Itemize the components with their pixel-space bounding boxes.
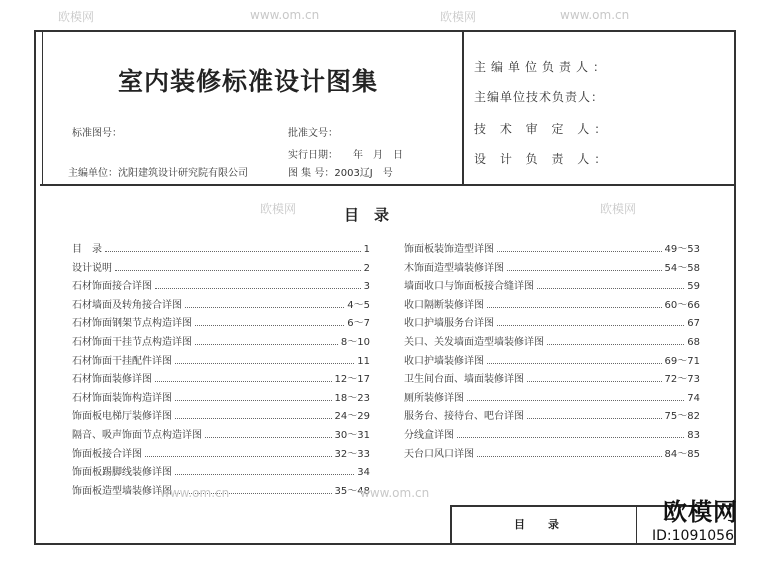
approval-number-label: 批准文号： <box>288 128 338 139</box>
toc-leader-dots <box>477 456 662 457</box>
toc-entry-label: 收口护墙装修详图 <box>404 355 484 367</box>
toc-entry-page: 24～29 <box>334 411 370 423</box>
toc-leader-dots <box>115 270 361 271</box>
watermark-text: www.om.cn <box>160 486 230 500</box>
toc-entry-label: 石材饰面干挂配件详图 <box>72 355 172 367</box>
watermark-text: www.om.cn <box>360 486 430 500</box>
toc-entry <box>72 314 370 329</box>
toc-entry-label: 收口护墙服务台详图 <box>404 318 494 330</box>
toc-leader-dots <box>527 418 662 419</box>
toc-entry-page: 12～17 <box>334 374 370 386</box>
toc-entry <box>72 333 370 348</box>
toc-entry-label: 隔音、吸声饰面节点构造详图 <box>72 430 202 441</box>
toc-entry-page: 74 <box>687 392 700 404</box>
toc-entry-page: 18～23 <box>334 392 370 404</box>
toc-leader-dots <box>175 363 354 364</box>
toc-leader-dots <box>497 325 684 326</box>
atlas-number-label: 图 集 号：2003辽J 号 <box>288 168 393 179</box>
toc-entry-page: 69～71 <box>664 355 700 367</box>
toc-entry <box>72 463 370 478</box>
toc-entry-label: 石材墙面及转角接合详图 <box>72 299 182 311</box>
toc-entry-page: 11 <box>357 355 370 367</box>
toc-entry-label: 饰面板造型墙装修详图 <box>72 485 172 497</box>
toc-entry-label: 石材饰面钢架节点构造详图 <box>72 318 192 330</box>
toc-leader-dots <box>175 418 332 419</box>
toc-entry-page: 2 <box>363 262 370 274</box>
toc-leader-dots <box>527 381 662 382</box>
toc-entry-page: 75～82 <box>664 411 700 423</box>
toc-leader-dots <box>497 251 662 252</box>
toc-entry <box>72 277 370 292</box>
toc-entry <box>72 445 370 460</box>
toc-entry <box>404 370 700 385</box>
toc-leader-dots <box>145 456 332 457</box>
toc-entry <box>404 314 700 329</box>
toc-entry-label: 饰面板装饰造型详图 <box>404 244 494 255</box>
toc-entry-label: 分线盒详图 <box>404 430 454 441</box>
toc-entry-label: 饰面板踢脚线装修详图 <box>72 467 172 479</box>
editor-tech-head: 主编单位技术负责人： <box>474 90 605 104</box>
watermark-text: 欧模网 <box>260 202 297 216</box>
editor-unit-label: 主编单位：沈阳建筑设计研究院有限公司 <box>68 168 248 179</box>
footer-label: 目 录 <box>514 518 565 531</box>
toc-entry-label: 石材饰面装饰构造详图 <box>72 392 172 404</box>
toc-entry-page: 8～10 <box>340 337 370 348</box>
toc-entry <box>404 426 700 441</box>
toc-entry <box>404 277 700 292</box>
toc-entry-page: 83 <box>687 430 700 441</box>
toc-title: 目 录 <box>344 206 390 224</box>
toc-leader-dots <box>185 307 344 308</box>
toc-entry-page: 4～5 <box>347 299 370 311</box>
footer-divider <box>636 505 637 545</box>
toc-entry <box>404 352 700 367</box>
toc-entry-page: 68 <box>687 337 700 348</box>
toc-entry <box>404 333 700 348</box>
design-lead: 设 计 负 责 人： <box>474 152 612 166</box>
toc-entry-page: 6～7 <box>347 318 370 330</box>
toc-entry <box>404 259 700 274</box>
toc-entry-label: 石材饰面装修详图 <box>72 374 152 386</box>
toc-entry-page: 54～58 <box>664 262 700 274</box>
toc-entry-label: 目 录 <box>72 244 102 255</box>
toc-entry-label: 饰面板接合详图 <box>72 448 142 460</box>
toc-entry-label: 收口隔断装修详图 <box>404 299 484 311</box>
toc-leader-dots <box>205 437 332 438</box>
toc-entry-label: 石材饰面干挂节点构造详图 <box>72 337 192 348</box>
toc-entry <box>404 240 700 255</box>
toc-entry-page: 1 <box>363 244 370 255</box>
toc-leader-dots <box>547 344 684 345</box>
toc-leader-dots <box>457 437 684 438</box>
toc-entry-label: 关口、关发墙面造型墙装修详图 <box>404 337 544 348</box>
watermark-id: ID:1091056 <box>652 528 734 544</box>
toc-entry-label: 设计说明 <box>72 262 112 274</box>
toc-entry <box>72 259 370 274</box>
toc-entry-page: 30～31 <box>334 430 370 441</box>
toc-entry-label: 卫生间台面、墙面装修详图 <box>404 374 524 386</box>
toc-entry <box>404 389 700 404</box>
toc-entry-label: 饰面板电梯厅装修详图 <box>72 411 172 423</box>
editor-unit-head: 主编单位负责人： <box>474 60 611 74</box>
watermark-text: 欧模网 <box>440 10 477 24</box>
toc-entry-label: 服务台、接待台、吧台详图 <box>404 411 524 423</box>
toc-leader-dots <box>195 344 338 345</box>
toc-entry-page: 3 <box>363 281 370 293</box>
toc-leader-dots <box>487 307 662 308</box>
toc-entry <box>404 296 700 311</box>
toc-entry-label: 天台口风口详图 <box>404 448 474 460</box>
toc-leader-dots <box>537 288 684 289</box>
effective-date-label: 实行日期： 年 月 日 <box>288 150 403 161</box>
toc-leader-dots <box>195 325 344 326</box>
toc-leader-dots <box>155 288 361 289</box>
toc-entry-label: 厕所装修详图 <box>404 392 464 404</box>
toc-entry-page: 72～73 <box>664 374 700 386</box>
atlas-title: 室内装修标准设计图集 <box>118 67 379 96</box>
toc-entry-page: 67 <box>687 318 700 330</box>
toc-leader-dots <box>105 251 361 252</box>
toc-entry <box>72 296 370 311</box>
toc-leader-dots <box>155 381 332 382</box>
toc-leader-dots <box>467 400 684 401</box>
toc-entry <box>72 426 370 441</box>
toc-leader-dots <box>507 270 662 271</box>
toc-leader-dots <box>175 474 354 475</box>
watermark-text: www.om.cn <box>250 8 320 22</box>
watermark-text: www.om.cn <box>560 8 630 22</box>
toc-entry-page: 32～33 <box>334 448 370 460</box>
toc-entry-label: 墙面收口与饰面板接合缝详图 <box>404 281 534 293</box>
toc-entry-page: 59 <box>687 281 700 293</box>
toc-entry-page: 60～66 <box>664 299 700 311</box>
toc-leader-dots <box>175 400 332 401</box>
toc-entry <box>404 407 700 422</box>
technical-reviewer: 技 术 审 定 人： <box>474 122 612 136</box>
toc-entry <box>72 389 370 404</box>
toc-entry <box>404 445 700 460</box>
standard-number-label: 标准图号： <box>72 128 122 139</box>
watermark-text: 欧模网 <box>600 202 637 216</box>
toc-entry-label: 木饰面造型墙装修详图 <box>404 262 504 274</box>
toc-leader-dots <box>487 363 662 364</box>
toc-entry-page: 49～53 <box>664 244 700 255</box>
toc-entry <box>72 370 370 385</box>
toc-entry <box>72 407 370 422</box>
title-block <box>40 30 736 186</box>
watermark-logo: 欧模网 <box>663 498 738 526</box>
toc-entry-page: 35～48 <box>334 485 370 497</box>
watermark-text: 欧模网 <box>58 10 95 24</box>
toc-entry-page: 84～85 <box>664 448 700 460</box>
toc-entry <box>72 240 370 255</box>
toc-entry-page: 34 <box>357 467 370 479</box>
toc-entry-label: 石材饰面接合详图 <box>72 281 152 293</box>
toc-entry <box>72 352 370 367</box>
title-block-divider <box>462 30 464 186</box>
